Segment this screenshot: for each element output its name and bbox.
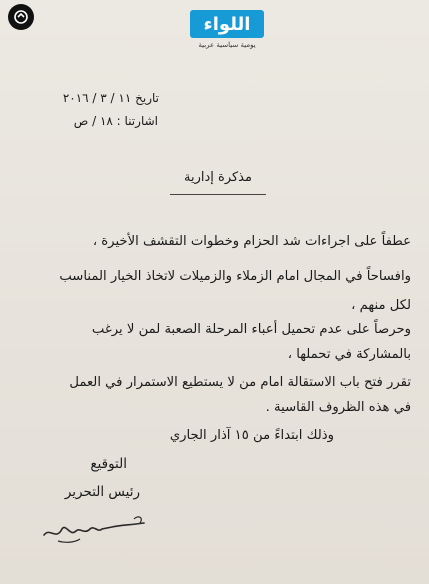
memo-reference: اشارتنا : ١٨ / ص	[73, 114, 158, 128]
signature-label: التوقيع	[90, 456, 127, 472]
newspaper-logo	[190, 10, 264, 54]
memo-line: بالمشاركة في تحملها ،	[287, 347, 411, 362]
memo-line: عطفاً على اجراءات شد الحزام وخطوات التقشف الأخيرة ،	[92, 234, 411, 249]
memo-line: لكل منهم ،	[351, 298, 411, 313]
logo-tagline: يومية سياسية عربية	[198, 41, 256, 49]
memo-subject: مذكرة إدارية	[170, 170, 266, 195]
memo-line: وحرصاً على عدم تحميل أعباء المرحلة الصعبة لمن لا يرغب	[91, 322, 411, 337]
signature-position: رئيس التحرير	[64, 484, 140, 500]
logo-wordmark: اللواء	[190, 10, 264, 38]
memo-line: وذلك ابتداءً من ١٥ آذار الجاري	[169, 428, 334, 443]
memo-line: تقرر فتح باب الاستقالة امام من لا يستطيع الاستمرار في العمل	[69, 375, 411, 390]
memo-line: في هذه الظروف القاسية .	[265, 400, 411, 415]
memo-date: تاريخ ١١ / ٣ / ٢٠١٦	[62, 91, 159, 105]
app-badge-icon[interactable]	[8, 4, 34, 30]
memo-line: وافساحاً في المجال امام الزملاء والزميلات لاتخاذ الخيار المناسب	[59, 269, 411, 284]
handwritten-signature	[40, 505, 160, 547]
